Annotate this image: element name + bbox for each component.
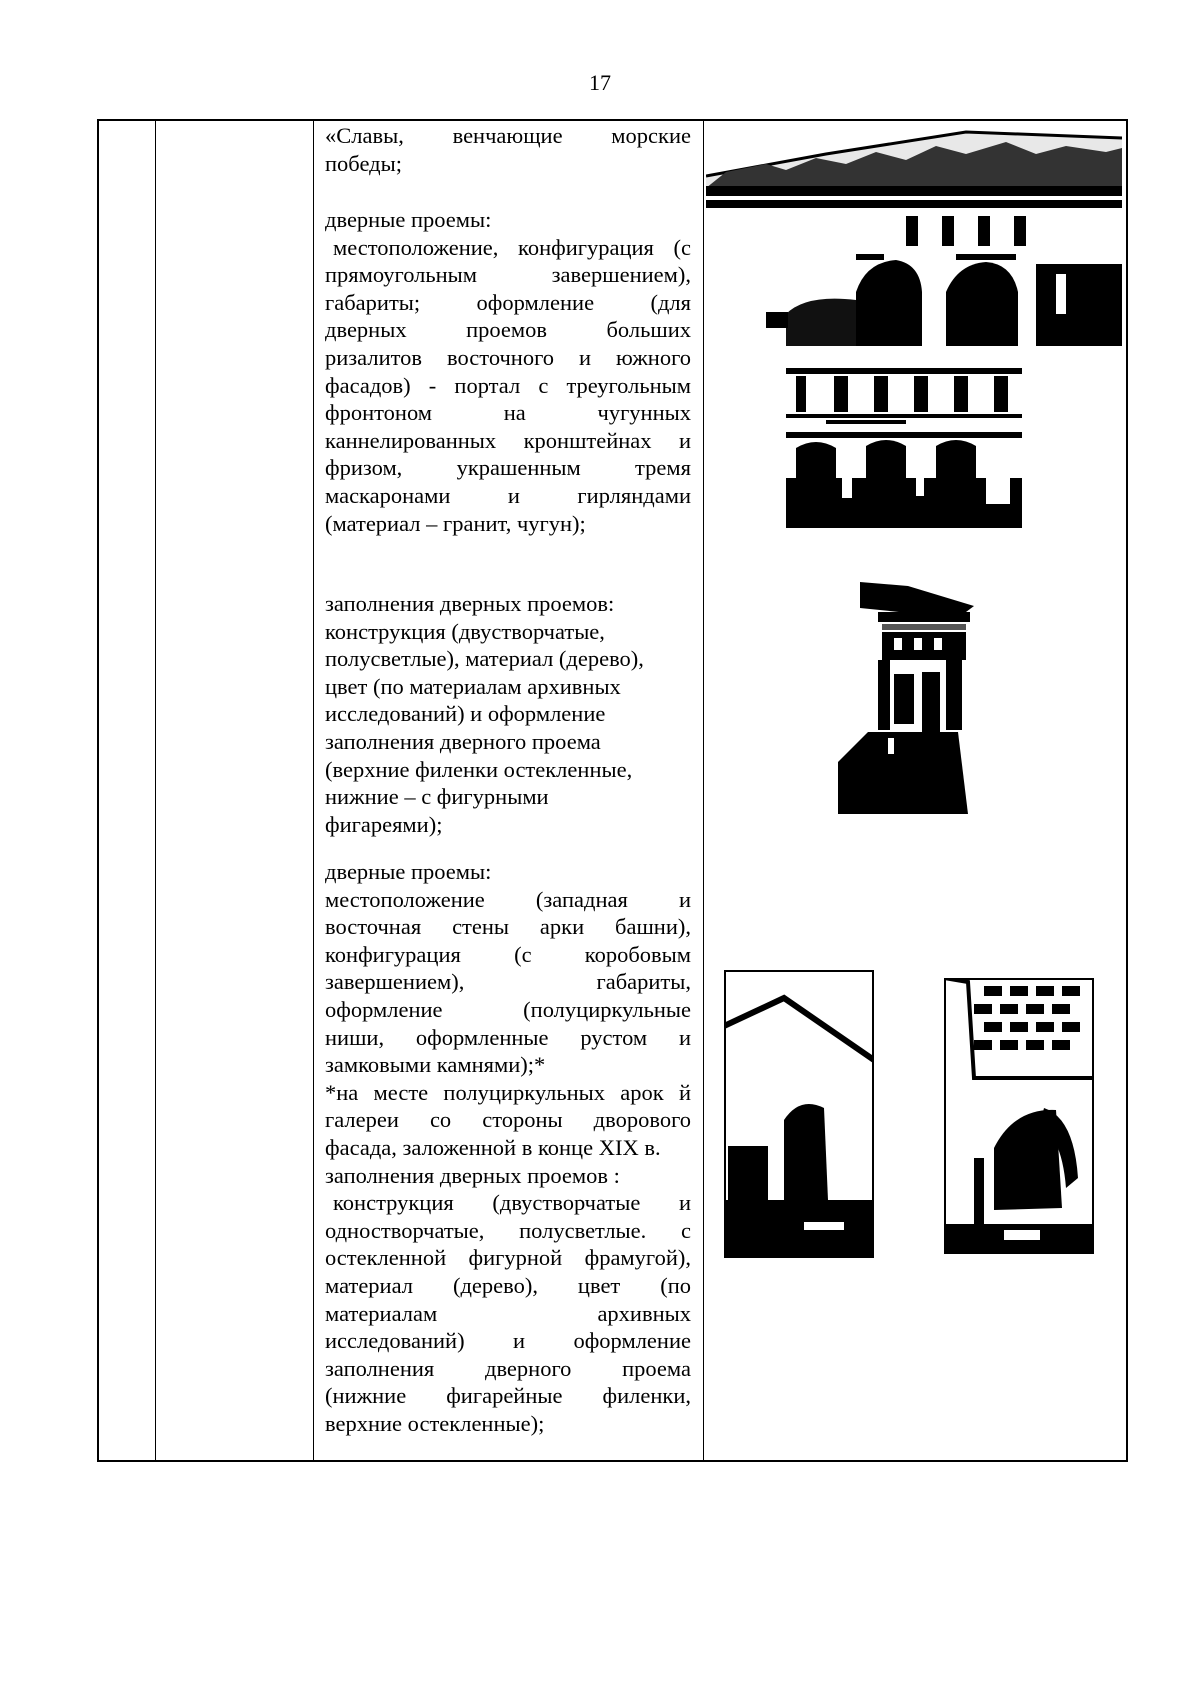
arch-interior-right-photo: [944, 978, 1094, 1254]
text-line: верхние остекленные);: [325, 1410, 545, 1436]
page-number: 17: [589, 70, 611, 95]
text-line: остекленной фигурной фрамугой),: [325, 1245, 691, 1271]
text-line: замковыми камнями);*: [325, 1052, 546, 1078]
text-line: дверных проемов больших: [325, 317, 691, 343]
column-divider-2: [313, 121, 314, 1460]
text-line: заполнения дверных проемов:: [325, 591, 615, 616]
text-line: дверные проемы:: [325, 207, 492, 232]
text-line: исследований) и оформление: [325, 701, 606, 727]
text-line: маскаронами и гирляндами: [325, 482, 691, 508]
door-portal-photo: [838, 582, 974, 814]
text-line: местоположение, конфигурация (с: [333, 234, 691, 260]
text-line: «Славы, венчающие морские: [325, 123, 691, 148]
text-line: дверные проемы:: [325, 859, 492, 884]
text-line: одностворчатые, полусветлые. с: [325, 1217, 691, 1243]
text-line: конфигурация (с коробовым: [325, 941, 691, 967]
text-line: цвет (по материалам архивных: [325, 673, 621, 699]
text-block-glory: [325, 122, 691, 177]
text-line: фигареями);: [325, 811, 443, 837]
text-line: (верхние филенки остекленные,: [325, 756, 633, 782]
text-line: заполнения дверного проема: [325, 728, 601, 754]
text-line: восточная стены арки башни),: [325, 914, 691, 940]
text-line: местоположение (западная и: [325, 886, 691, 912]
text-line: (нижние фигарейные филенки,: [325, 1383, 691, 1409]
text-line: галереи со стороны дворового: [325, 1107, 691, 1133]
text-line: исследований) и оформление: [325, 1328, 691, 1354]
text-line: материал (дерево), цвет (по: [325, 1272, 691, 1298]
text-line: ризалитов восточного и южного: [325, 344, 691, 370]
text-line: прямоугольным завершением),: [325, 262, 691, 288]
text-line: конструкция (двустворчатые и: [333, 1190, 691, 1216]
text-block-door-openings: [325, 206, 691, 537]
arch-interior-left-photo: [724, 970, 874, 1258]
column-divider-1: [155, 121, 156, 1460]
text-block-tower-doors: [325, 858, 691, 1437]
text-line: конструкция (двустворчатые,: [325, 618, 605, 644]
pediment-facade-photo: [706, 124, 1122, 346]
text-line: оформление (полуциркульные: [325, 996, 691, 1022]
column-divider-3: [703, 121, 704, 1460]
text-line: фасада, заложенной в конце XIX в.: [325, 1134, 661, 1160]
text-line: фронтоном на чугунных: [325, 400, 691, 426]
text-line: заполнения дверного проема: [325, 1355, 691, 1381]
text-line: каннелированных кронштейнах и: [325, 427, 691, 453]
text-line: габариты; оформление (для: [325, 289, 691, 315]
text-line: полусветлые), материал (дерево),: [325, 646, 644, 672]
text-line: ниши, оформленные рустом и: [325, 1024, 691, 1050]
text-line: *на месте полуциркульных арок й: [325, 1079, 691, 1105]
text-line: победы;: [325, 150, 402, 176]
text-line: фризом, украшенным тремя: [325, 455, 691, 481]
text-line: материалам архивных: [325, 1300, 691, 1326]
text-block-door-fillings: [325, 590, 691, 838]
portal-balcony-photo: [786, 368, 1022, 528]
text-line: фасадов) - портал с треугольным: [325, 372, 691, 398]
text-line: заполнения дверных проемов :: [325, 1162, 620, 1188]
text-line: нижние – с фигурными: [325, 784, 549, 810]
text-line: (материал – гранит, чугун);: [325, 510, 586, 536]
text-line: завершением), габариты,: [325, 969, 691, 995]
